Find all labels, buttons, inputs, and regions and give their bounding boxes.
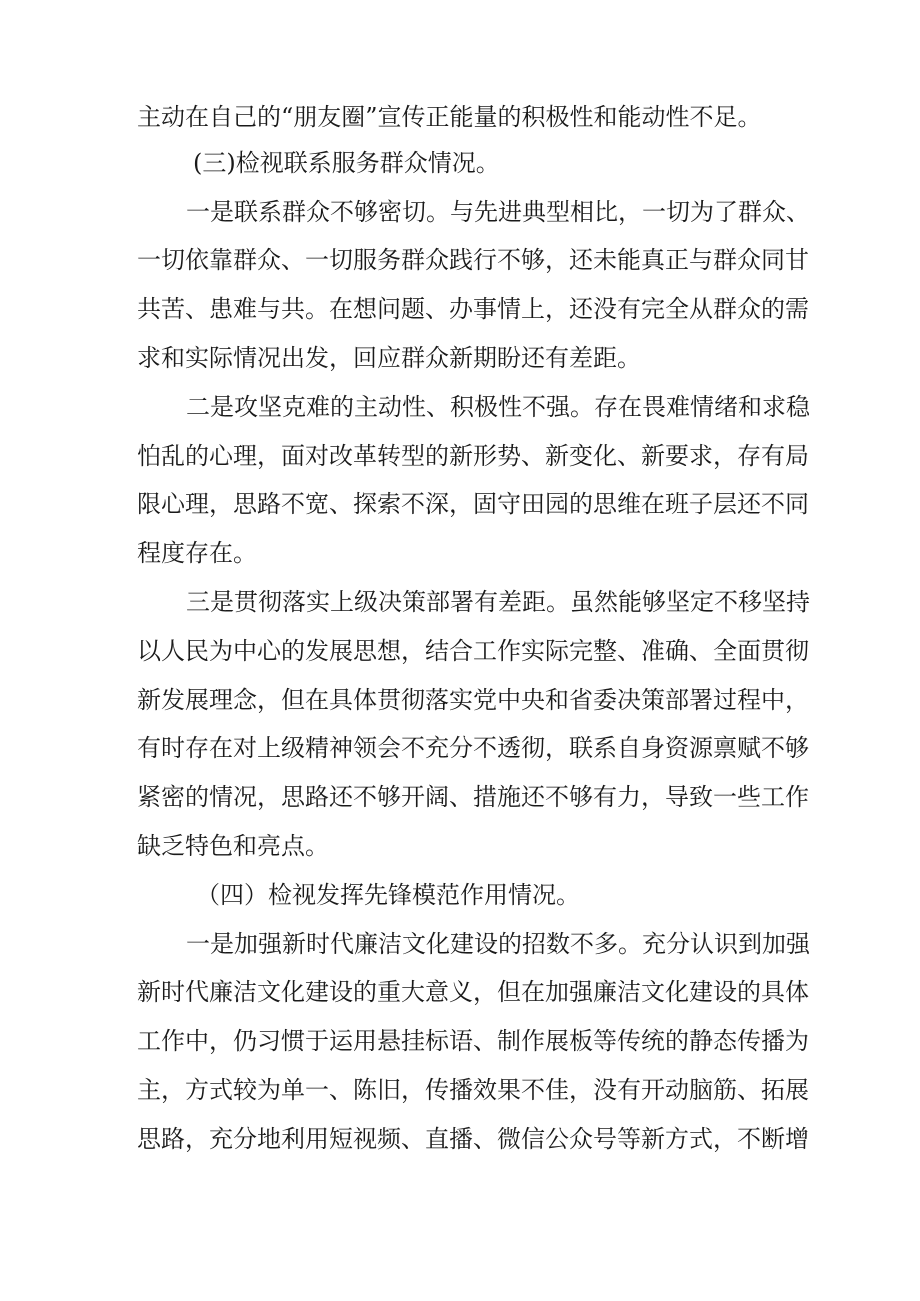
text-line: 新时代廉洁文化建设的重大意义，但在加强廉洁文化建设的具体 [137, 978, 809, 1006]
text-line: 求和实际情况出发，回应群众新期盼还有差距。 [137, 344, 641, 372]
text-line: 一是联系群众不够密切。与先进典型相比，一切为了群众、 [186, 198, 810, 226]
section-heading: (三)检视联系服务群众情况。 [193, 149, 500, 177]
text-line: 二是攻坚克难的主动性、积极性不强。存在畏难情绪和求稳 [186, 393, 810, 421]
section-heading: （四）检视发挥先锋模范作用情况。 [196, 881, 580, 909]
text-line: 一切依靠群众、一切服务群众践行不够，还未能真正与群众同甘 [137, 246, 809, 274]
text-line: 紧密的情况，思路还不够开阔、措施还不够有力，导致一些工作 [137, 783, 809, 811]
text-line: 共苦、患难与共。在想问题、办事情上，还没有完全从群众的需 [137, 295, 809, 323]
text-line: 有时存在对上级精神领会不充分不透彻，联系自身资源禀赋不够 [137, 734, 809, 762]
text-line: 程度存在。 [137, 539, 257, 567]
text-line: 主，方式较为单一、陈旧，传播效果不佳，没有开动脑筋、拓展 [137, 1076, 809, 1104]
text-line: 缺乏特色和亮点。 [137, 832, 329, 860]
text-line: 三是贯彻落实上级决策部署有差距。虽然能够坚定不移坚持 [186, 588, 810, 616]
text-line: 思路，充分地利用短视频、直播、微信公众号等新方式，不断增 [137, 1125, 809, 1153]
text-line: 怕乱的心理，面对改革转型的新形势、新变化、新要求，存有局 [137, 442, 809, 470]
text-line: 工作中，仍习惯于运用悬挂标语、制作展板等传统的静态传播为 [137, 1027, 809, 1055]
text-line: 新发展理念，但在具体贯彻落实党中央和省委决策部署过程中， [137, 686, 809, 714]
text-line: 一是加强新时代廉洁文化建设的招数不多。充分认识到加强 [186, 930, 810, 958]
text-line: 限心理，思路不宽、探索不深，固守田园的思维在班子层还不同 [137, 490, 809, 518]
text-line: 主动在自己的“朋友圈”宣传正能量的积极性和能动性不足。 [137, 103, 762, 131]
text-line: 以人民为中心的发展思想，结合工作实际完整、准确、全面贯彻 [137, 637, 809, 665]
